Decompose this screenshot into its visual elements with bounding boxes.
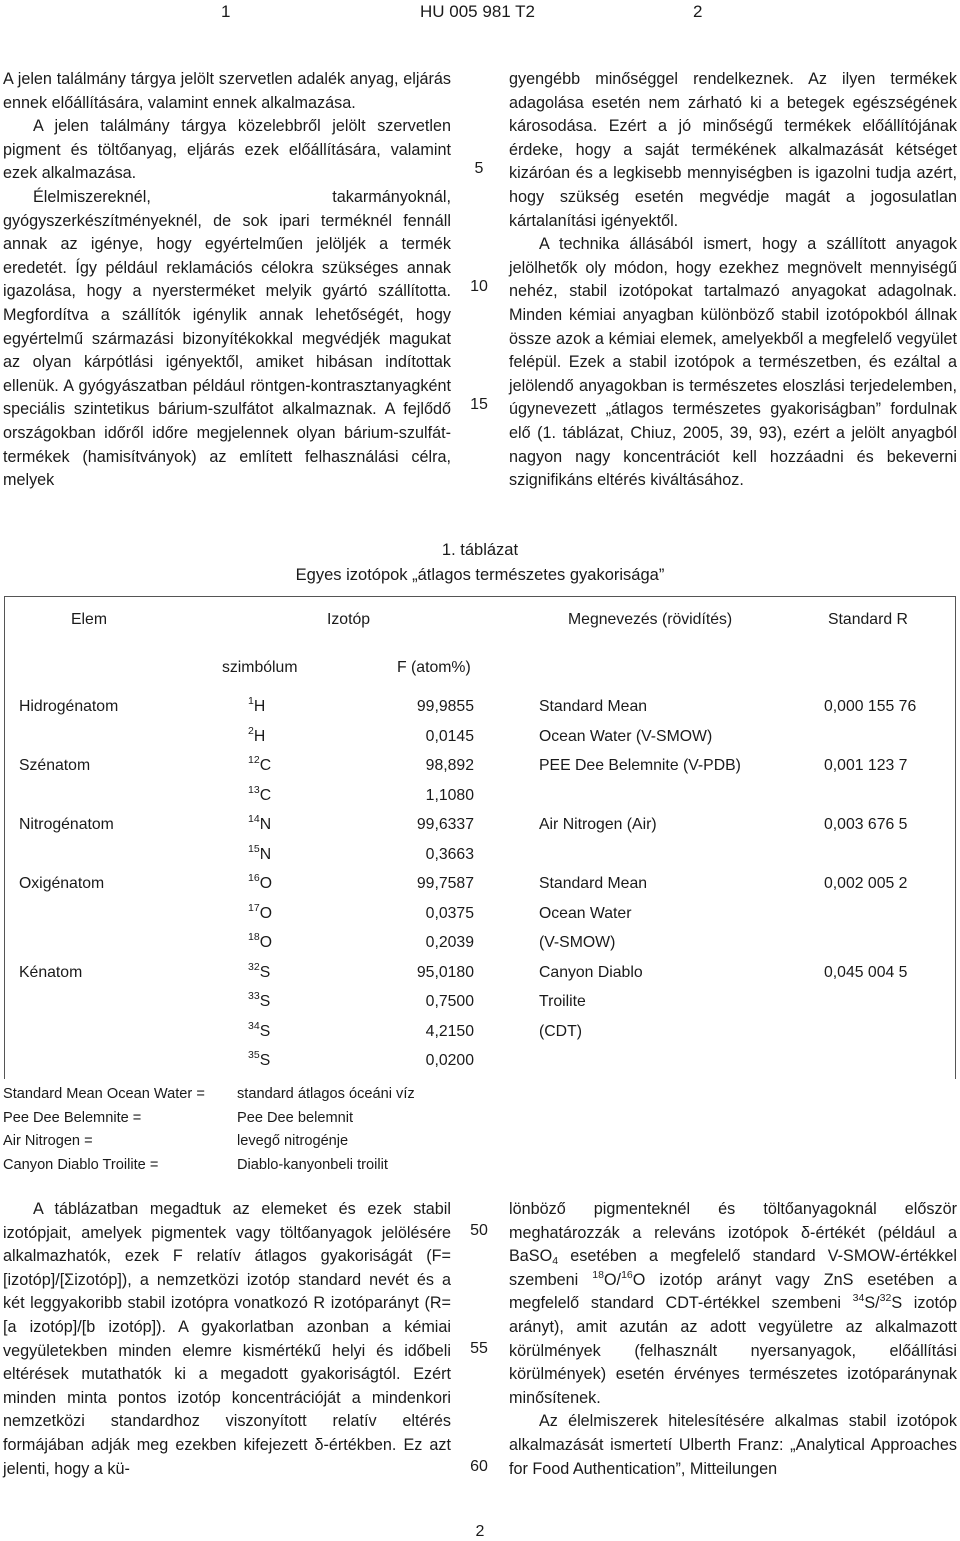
row-standard-name: Standard Mean [539,875,648,892]
isotope-mass: 14 [248,813,260,825]
subheader-f: F (atom%) [397,659,471,676]
row-abundance: 0,0200 [425,1052,474,1069]
isotope-symbol: O [259,904,272,922]
paragraph: Élelmiszereknél, takarmányoknál, gyógyszerkészítményeknél, de sok ipari terméknél fennáll annak az igénye, hogy egyértelműen jelöljék a termék eredetét. Így például reklamációs célokra szükséges annak igazolása, hogy a nyersterméket melyik gyártó szállította. Megfordítva a szállítók igénylik annak lehetőségét, hogy egyértelmű származási bizonyítékokkal megvédjék magukat az olyan kárpótlási igényektől, amiket hibásan indítottak ellenük. A gyógyászatban például röntgen-kontrasztanyagként speciális szintetikus bárium-szulfátot alkalmaznak. A fejlődő országokban időről időre megjelennek olyan bárium-szulfát-termékek (hamisítványok) az említett felhasználási célra, melyek [3,187,451,490]
row-standard-name: Ocean Water [539,904,632,922]
table-caption-number: 1. táblázat [441,541,519,559]
isotope-mass: 12 [248,754,260,766]
paragraph: Az élelmiszerek hitelesítésére alkalmas stabil izotópok alkalmazását ismertetí Ulberth Franz: „Analytical Approaches for Food Authentication”, Mitteilungen [509,1412,957,1478]
table-frame [4,596,956,1079]
row-abundance: 99,9855 [416,698,474,715]
top-left-column [3,68,451,493]
bottom-right-column [509,1198,957,1481]
row-abundance: 1,1080 [425,786,474,804]
isotope-symbol: C [259,757,272,774]
row-standard-name: (V-SMOW) [539,934,616,951]
row-isotope [248,931,272,952]
row-isotope [248,724,266,746]
row-isotope [248,990,271,1011]
row-standard-name: Air Nitrogen (Air) [539,816,657,833]
row-element: Szénatom [19,757,91,774]
row-abundance: 0,3663 [425,845,474,863]
isotope-mass: 34 [248,1019,260,1032]
row-isotope [248,754,272,775]
footer-page-number: 2 [475,1523,485,1540]
row-isotope [248,695,266,716]
isotope-mass: 35 [248,1049,260,1061]
row-element: Nitrogénatom [19,816,114,833]
row-standard-name: (CDT) [539,1022,582,1040]
patent-number: HU 005 981 T2 [420,2,535,21]
row-isotope [248,1049,271,1070]
row-abundance: 98,892 [425,757,474,774]
legend-def: standard átlagos óceáni víz [237,1086,415,1102]
line-number: 60 [470,1458,488,1475]
row-isotope [248,813,272,834]
legend-term: Standard Mean Ocean Water = [3,1086,205,1102]
row-abundance: 99,6337 [416,816,474,833]
isotope-mass: 17 [248,901,260,914]
row-standard-name: Standard Mean [539,698,648,715]
isotope-mass: 15 [248,842,260,855]
paragraph: A jelen találmány tárgya közelebbről jelölt szervetlen pigment és töltőanyag, eljárás ezek előállítására, valamint ezek alkalmazása. [3,117,451,183]
row-standard-ratio: 0,003 676 5 [824,816,908,833]
row-standard-name: Troilite [539,993,586,1010]
isotope-symbol: S [259,1022,271,1040]
row-standard-name: Canyon Diablo [539,963,643,981]
row-abundance: 0,7500 [425,993,474,1010]
isotope-symbol: S [259,963,271,981]
isotope-mass: 2 [248,724,254,737]
legend-definitions [237,1083,497,1177]
row-isotope [248,872,272,893]
row-standard-name: PEE Dee Belemnite (V-PDB) [539,757,741,774]
header-izotop: Izotóp [327,611,371,628]
legend-terms [3,1083,233,1177]
row-abundance: 0,0145 [425,727,474,745]
isotope-mass: 13 [248,783,260,796]
row-isotope [248,783,272,805]
isotope-symbol: S [259,993,271,1010]
row-isotope [248,842,272,864]
isotope-symbol: N [259,816,272,833]
line-number: 10 [470,278,488,295]
row-standard-ratio: 0,002 005 2 [824,875,908,892]
row-standard-name: Ocean Water (V-SMOW) [539,727,713,745]
table-caption-title: Egyes izotópok „átlagos természetes gyakorisága” [295,566,665,584]
legend-def: levegő nitrogénje [237,1133,349,1150]
header-elem: Elem [71,611,107,628]
subheader-szimbolum: szimbólum [222,659,298,676]
isotope-mass: 16 [248,872,260,884]
row-isotope [248,960,271,982]
isotope-symbol: O [259,875,272,892]
row-abundance: 0,2039 [425,934,474,951]
isotope-symbol: C [259,786,272,804]
row-abundance: 0,0375 [425,904,474,922]
isotope-symbol: H [253,727,266,745]
paragraph: lönböző pigmenteknél és töltőanyagoknál először meghatározzák a releváns izotópok δ-értékét (például a BaSO$_4$ esetében a megfelelő standard V-SMOW-értékkel szembeni $^{18}$O/$^{16}$O izotóp arányt vagy ZnS esetében a megfelelő standard CDT-értékkel szembeni $^{34}$S/$^{32}$S izotóp arányt), amit azután az adott vegyületre az alkalmazott körülmények (felhasznált nyersanyagok, előállítási körülmények) esetén érvényes természetes izotóparánynak minősítenek. [509,1200,957,1407]
line-number: 15 [470,396,488,413]
isotope-symbol: N [259,845,272,863]
row-element: Oxigénatom [19,875,105,892]
line-number: 50 [470,1222,488,1239]
isotope-mass: 32 [248,960,260,973]
row-element: Hidrogénatom [19,698,119,715]
top-right-column [509,68,957,493]
legend-def: Pee Dee belemnit [237,1109,354,1126]
isotope-symbol: S [259,1052,271,1069]
isotope-mass: 18 [248,931,260,943]
paragraph: A technika állásából ismert, hogy a szállított anyagok jelölhetők oly módon, hogy ezekhez megnövelt mennyiségű nehéz, stabil izotópokat tartalmazó anyagokat adagolnak. Minden kémiai anyagban különböző stabil izotópokból állnak össze azok a kémiai elemek, amelyekből a megfelelő vegyület felépül. Ezek a stabil izotópok a természetben, és ezáltal a jelölendő anyagokban is természetes eloszlási terjedelemben, úgynevezett „átlagos természetes gyakoriságban” fordulnak elő (1. táblázat, Chiuz, 2005, 39, 93), ezért a jelölt anyagból nagyon nagy koncentrációt kell hozzáadni és bekeverni szignifikáns eltérés kiváltásához. [509,235,957,490]
left-page-number: 1 [221,2,231,21]
isotope-mass: 1 [248,695,254,707]
isotope-mass: 33 [248,990,260,1002]
legend-term: Canyon Diablo Troilite = [3,1156,159,1173]
legend-term: Air Nitrogen = [3,1133,93,1150]
paragraph: A táblázatban megadtuk az elemeket és ezek stabil izotópjait, amelyek pigmentek vagy töltőanyagok jelölésére alkalmazhatók, ezek F relatív átlagos gyakoriságát (F=[izotóp]/[Σizotóp]), a nemzetközi izotóp standard nevét és a két leggyakoribb stabil izotópra vonatkozó R izotóparányt (R=[a izotóp]/[b izotóp]). A gyakorlatban azonban a kémiai vegyületekben minden elemre kismértékű helyi és időbeli eltérések mutathatók ki a megadott gyakoriságtól. Ezért minden minta pontos izotóp koncentrációját a mindenkori nemzetközi standardhoz viszonyított relatív eltérés formájában adják meg ezekben kifejezett δ-értékben. Ez azt jelenti, hogy a kü- [3,1200,451,1478]
paragraph: gyengébb minőséggel rendelkeznek. Az ilyen termékek adagolása esetén nem zárható ki a betegek egészségének károsodása. Ezért a jó minőségű termékek előállítójának érdeke, hogy a saját termékének alkalmazását kétséget kizáróan és a legkisebb mennyiségben is igazolni tudja azért, hogy szükség esetén megvédje magát a jogosulatlan kártalanítási igényektől. [509,70,957,230]
row-isotope [248,1019,271,1041]
line-number: 5 [474,160,484,177]
right-page-number: 2 [693,2,703,21]
line-number: 55 [470,1340,488,1357]
row-standard-ratio: 0,001 123 7 [824,757,908,774]
row-abundance: 99,7587 [416,875,474,892]
bottom-left-column [3,1198,451,1481]
row-standard-ratio: 0,000 155 76 [824,698,917,715]
paragraph: A jelen találmány tárgya jelölt szervetlen adalék anyag, eljárás ennek előállítására, valamint ennek alkalmazása. [3,70,451,112]
row-standard-ratio: 0,045 004 5 [824,963,908,981]
legend-term: Pee Dee Belemnite = [3,1109,142,1126]
row-abundance: 95,0180 [416,963,474,981]
row-isotope [248,901,272,923]
legend-def: Diablo-kanyonbeli troilit [237,1156,388,1173]
header-standard: Standard R [828,611,908,628]
row-abundance: 4,2150 [425,1022,474,1040]
header-megnevezes: Megnevezés (rövidítés) [568,611,733,628]
row-element: Kénatom [19,963,83,981]
isotope-symbol: H [253,698,266,715]
isotope-symbol: O [259,934,272,951]
